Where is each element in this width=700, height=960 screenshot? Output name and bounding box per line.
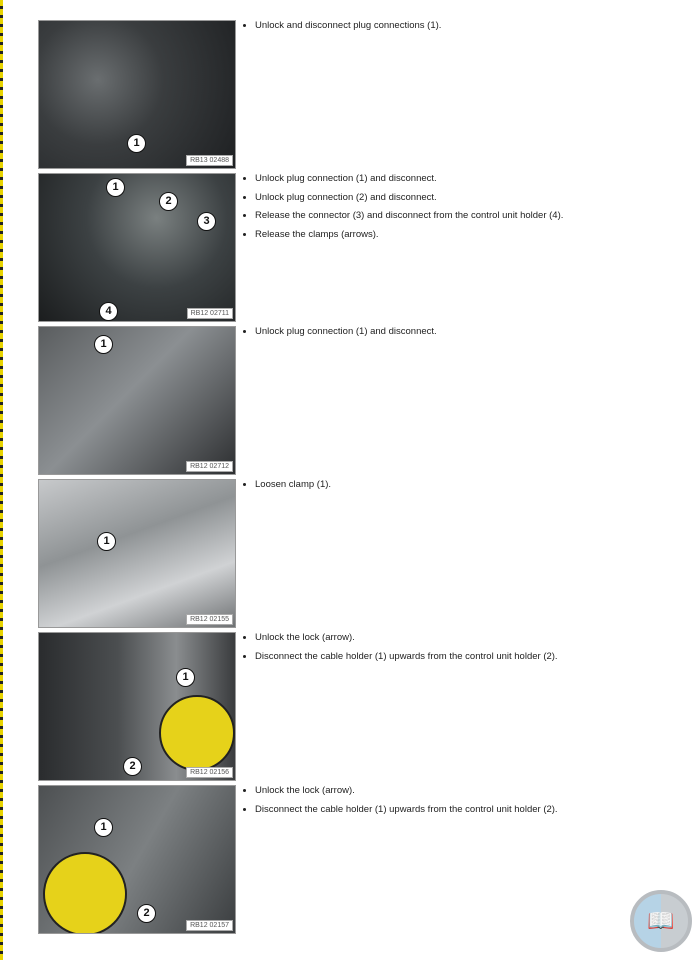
callout-1: 1 xyxy=(127,134,146,153)
instruction: • Disconnect the cable holder (1) upwards from the control unit holder (2). xyxy=(255,651,558,663)
instruction: • Unlock and disconnect plug connections (1). xyxy=(255,20,441,32)
detail-inset xyxy=(159,695,235,771)
detail-inset xyxy=(43,852,127,934)
instruction: • Unlock the lock (arrow). xyxy=(255,632,558,644)
step-5 xyxy=(38,632,698,781)
image-code: RB12 02711 xyxy=(187,308,233,319)
page-edge-border xyxy=(0,0,3,960)
instruction: • Unlock plug connection (1) and disconnect. xyxy=(255,326,437,338)
manual-book-icon: 📖 xyxy=(630,890,692,952)
callout-1: 1 xyxy=(106,178,125,197)
instruction: • Release the clamps (arrows). xyxy=(255,229,563,241)
callout-1: 1 xyxy=(97,532,116,551)
step-4 xyxy=(38,479,698,628)
callout-3: 3 xyxy=(197,212,216,231)
callout-2: 2 xyxy=(123,757,142,776)
image-code: RB13 02488 xyxy=(186,155,233,166)
instruction-list xyxy=(243,326,437,345)
instruction: • Unlock plug connection (2) and disconnect. xyxy=(255,192,563,204)
callout-2: 2 xyxy=(159,192,178,211)
step-photo xyxy=(38,632,236,781)
instruction-list xyxy=(243,479,331,498)
image-code: RB12 02156 xyxy=(186,767,233,778)
step-3 xyxy=(38,326,698,475)
image-code: RB12 02712 xyxy=(186,461,233,472)
step-photo xyxy=(38,20,236,169)
step-photo xyxy=(38,173,236,322)
instruction: • Loosen clamp (1). xyxy=(255,479,331,491)
image-code: RB12 02155 xyxy=(186,614,233,625)
callout-1: 1 xyxy=(94,818,113,837)
step-2 xyxy=(38,173,698,322)
instruction: • Disconnect the cable holder (1) upwards from the control unit holder (2). xyxy=(255,804,558,816)
step-1 xyxy=(38,20,698,169)
step-photo xyxy=(38,785,236,934)
callout-1: 1 xyxy=(94,335,113,354)
callout-2: 2 xyxy=(137,904,156,923)
callout-1: 1 xyxy=(176,668,195,687)
image-code: RB12 02157 xyxy=(186,920,233,931)
step-6 xyxy=(38,785,698,934)
instruction: • Release the connector (3) and disconnect from the control unit holder (4). xyxy=(255,210,563,222)
instruction: • Unlock the lock (arrow). xyxy=(255,785,558,797)
step-photo xyxy=(38,326,236,475)
instruction-list xyxy=(243,173,563,247)
instruction-list xyxy=(243,20,441,39)
callout-4: 4 xyxy=(99,302,118,321)
instruction: • Unlock plug connection (1) and disconnect. xyxy=(255,173,563,185)
step-photo xyxy=(38,479,236,628)
instruction-list xyxy=(243,785,558,822)
instruction-list xyxy=(243,632,558,669)
